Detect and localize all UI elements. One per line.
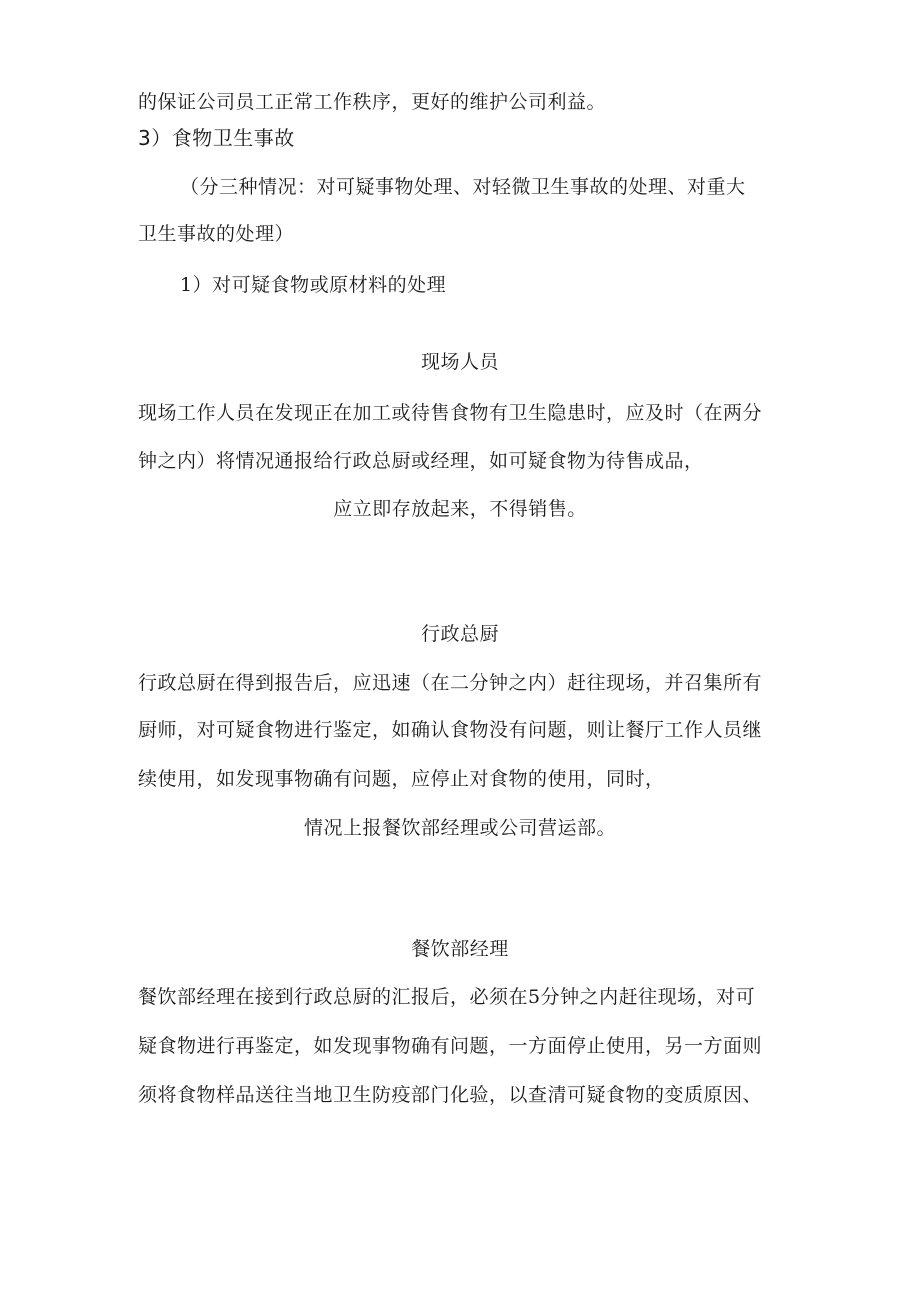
paragraph-line: 情况上报餐饮部经理或公司营运部。 (303, 817, 616, 839)
paragraph-line: 现场工作人员在发现正在加工或待售食物有卫生隐患时，应及时（在两分 (138, 402, 763, 424)
paragraph-line: 续使用，如发现事物确有问题，应停止对食物的使用，同时， (138, 768, 665, 790)
paragraph-line: 厨师，对可疑食物进行鉴定，如确认食物没有问题，则让餐厅工作人员继 (138, 719, 763, 741)
paragraph-line: 餐饮部经理在接到行政总厨的汇报后，必须在5分钟之内赶往现场，对可 (138, 986, 756, 1008)
paragraph-line: 应立即存放起来，不得销售。 (333, 498, 587, 520)
role-title-exec-chef: 行政总厨 (420, 623, 499, 645)
role-title-site-staff: 现场人员 (420, 351, 499, 373)
paragraph-line: 疑食物进行再鉴定，如发现事物确有问题，一方面停止使用，另一方面则 (138, 1035, 763, 1057)
role-title-fb-manager: 餐饮部经理 (411, 938, 509, 960)
section-note-line: （分三种情况：对可疑事物处理、对轻微卫生事故的处理、对重大 (180, 176, 746, 198)
paragraph-line: 行政总厨在得到报告后，应迅速（在二分钟之内）赶往现场，并召集所有 (138, 672, 763, 694)
paragraph-line: 须将食物样品送往当地卫生防疫部门化验，以查清可疑食物的变质原因、 (138, 1084, 763, 1106)
subsection-heading: 1）对可疑食物或原材料的处理 (180, 274, 447, 296)
paragraph-line: 钟之内）将情况通报给行政总厨或经理，如可疑食物为待售成品， (138, 450, 704, 472)
section-note-line: 卫生事故的处理） (138, 223, 295, 245)
intro-line: 的保证公司员工正常工作秩序，更好的维护公司利益。 (138, 91, 607, 113)
section-heading: 3）食物卫生事故 (138, 126, 295, 150)
